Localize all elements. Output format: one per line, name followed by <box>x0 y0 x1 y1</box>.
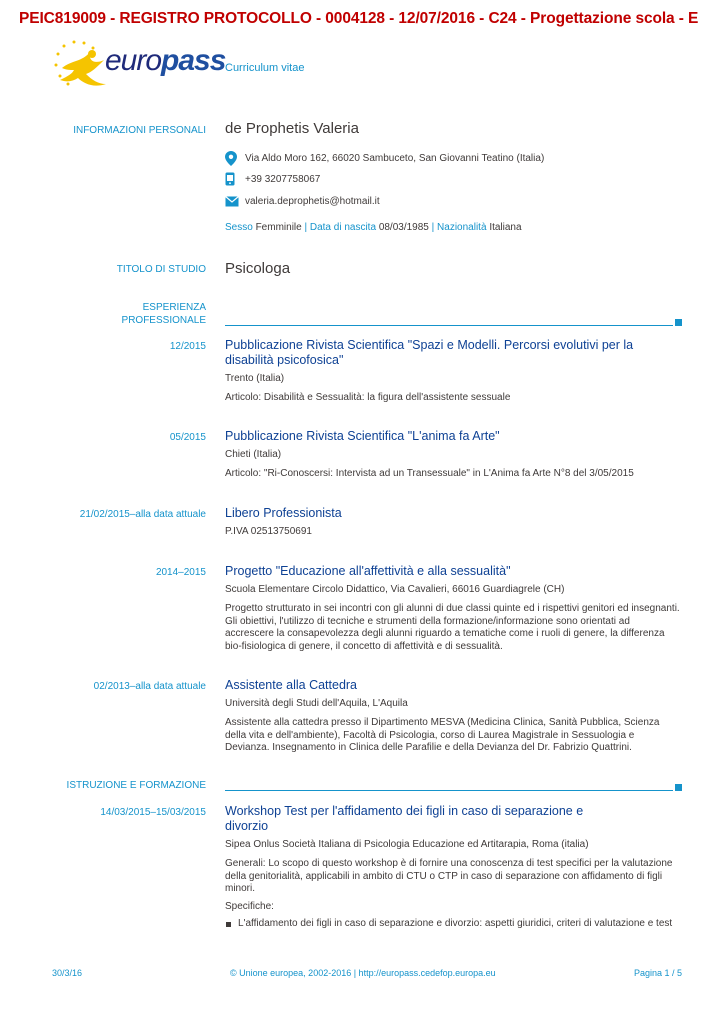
entry-title: Pubblicazione Rivista Scientifica "L'anima fa Arte" <box>225 429 500 443</box>
nationality-label: Nazionalità <box>437 222 487 233</box>
entry-title: Workshop Test per l'affidamento dei figli in caso di separazione e divorzio <box>225 804 584 833</box>
entry-date: 05/2015 <box>169 432 206 443</box>
footer-page-number: Pagina 1 / 5 <box>633 968 682 978</box>
mobile-phone-icon <box>225 172 235 189</box>
study-title-value: Psicologa <box>225 260 291 277</box>
personal-info-label: INFORMAZIONI PERSONALI <box>73 125 206 136</box>
envelope-icon <box>225 194 239 210</box>
location-pin-icon <box>225 151 237 169</box>
bullet-text: L'affidamento dei figli in caso di separazione e divorzio: aspetti giuridici, criteri di valutazione e test <box>238 918 673 929</box>
sex-value: Femminile <box>255 222 302 233</box>
separator: | <box>304 222 308 233</box>
europass-figure-icon <box>52 38 112 92</box>
footer-copyright[interactable]: © Unione europea, 2002-2016 | http://europass.cedefop.europa.eu <box>230 968 496 978</box>
section-marker <box>675 319 682 326</box>
entry-title: Libero Professionista <box>225 506 342 520</box>
europass-logo <box>52 38 226 92</box>
entry-place: Trento (Italia) <box>225 373 285 384</box>
specific-label: Specifiche: <box>225 901 274 912</box>
entry-description: Articolo: Disabilità e Sessualità: la figura dell'assistente sessuale <box>225 392 511 403</box>
section-divider <box>225 790 673 791</box>
entry-place: Chieti (Italia) <box>225 449 282 460</box>
experience-label: ESPERIENZA PROFESSIONALE <box>121 302 206 326</box>
footer-date: 30/3/16 <box>52 968 83 978</box>
entry-date: 2014–2015 <box>155 567 206 578</box>
entry-place: Scuola Elementare Circolo Didattico, Via Cavalieri, 66016 Guardiagrele (CH) <box>225 584 565 595</box>
education-label: ISTRUZIONE E FORMAZIONE <box>66 780 206 791</box>
entry-date: 21/02/2015–alla data attuale <box>79 509 206 520</box>
nationality-value: Italiana <box>489 222 522 233</box>
candidate-name: de Prophetis Valeria <box>225 120 359 137</box>
entry-date: 14/03/2015–15/03/2015 <box>100 807 206 818</box>
entry-description: Articolo: "Ri-Conoscersi: Intervista ad un Transessuale" in L'Anima fa Arte N°8 del 3/05/2015 <box>225 468 634 479</box>
personal-details-row <box>225 222 522 233</box>
dob-value: 08/03/1985 <box>378 222 429 233</box>
sex-label: Sesso <box>225 222 253 233</box>
entry-title: Progetto "Educazione all'affettività e alla sessualità" <box>225 564 511 578</box>
entry-date: 02/2013–alla data attuale <box>93 681 206 692</box>
address-text: Via Aldo Moro 162, 66020 Sambuceto, San Giovanni Teatino (Italia) <box>245 153 545 164</box>
section-marker <box>675 784 682 791</box>
email-link[interactable]: valeria.deprophetis@hotmail.it <box>245 196 380 207</box>
dob-label: Data di nascita <box>309 222 377 233</box>
entry-place: Università degli Studi dell'Aquila, L'Aquila <box>225 698 408 709</box>
cv-label: Curriculum vitae <box>225 62 305 74</box>
study-title-label: TITOLO DI STUDIO <box>116 264 206 275</box>
entry-date: 12/2015 <box>169 341 206 352</box>
entry-description: Assistente alla cattedra presso il Dipartimento MESVA (Medicina Clinica, Sanità Pubblica, Scienza della vita e dell'ambiente), Facoltà di Psicologia, corso di Laurea Magistrale in Sessuologia e Devianza. Insegnamento in Clinica delle Parafilie e della Devianza del Dr. Fabrizio Quattrini. <box>225 717 660 753</box>
separator: | <box>431 222 435 233</box>
entry-title: Pubblicazione Rivista Scientifica "Spazi e Modelli. Percorsi evolutivi per la disabilità psicofosica" <box>225 338 634 367</box>
bullet-icon <box>226 922 231 927</box>
section-divider <box>225 325 673 326</box>
entry-place: P.IVA 02513750691 <box>225 526 312 537</box>
entry-title: Assistente alla Cattedra <box>225 678 358 692</box>
document-header-title: PEIC819009 - REGISTRO PROTOCOLLO - 0004128 - 12/07/2016 - C24 - Progettazione scola - E <box>19 10 699 27</box>
phone-text: +39 3207758067 <box>245 174 321 185</box>
europass-wordmark: europass <box>105 44 226 77</box>
entry-description: Progetto strutturato in sei incontri con gli alunni di due classi quinte ed i rispettivi genitori ed insegnanti. Gli obiettivi, l'utilizzo di tecniche e strumenti della formazione/informazione sono orientati ad accrescere la consapevolezza degli alunni riguardo a tematiche come i ruoli di genere, la differenza bio-fisiologica di genere, il concetto di affettività e di sessualità. <box>225 603 680 652</box>
entry-description: Generali: Lo scopo di questo workshop è di fornire una conoscenza di test specifici per la valutazione della genitorialità, applicabili in ambito di CTU o CTP in caso di separazione con affidamento di figli minori. <box>225 858 673 894</box>
entry-place: Sipea Onlus Società Italiana di Psicologia Educazione ed Artitarapia, Roma (italia) <box>225 839 589 850</box>
